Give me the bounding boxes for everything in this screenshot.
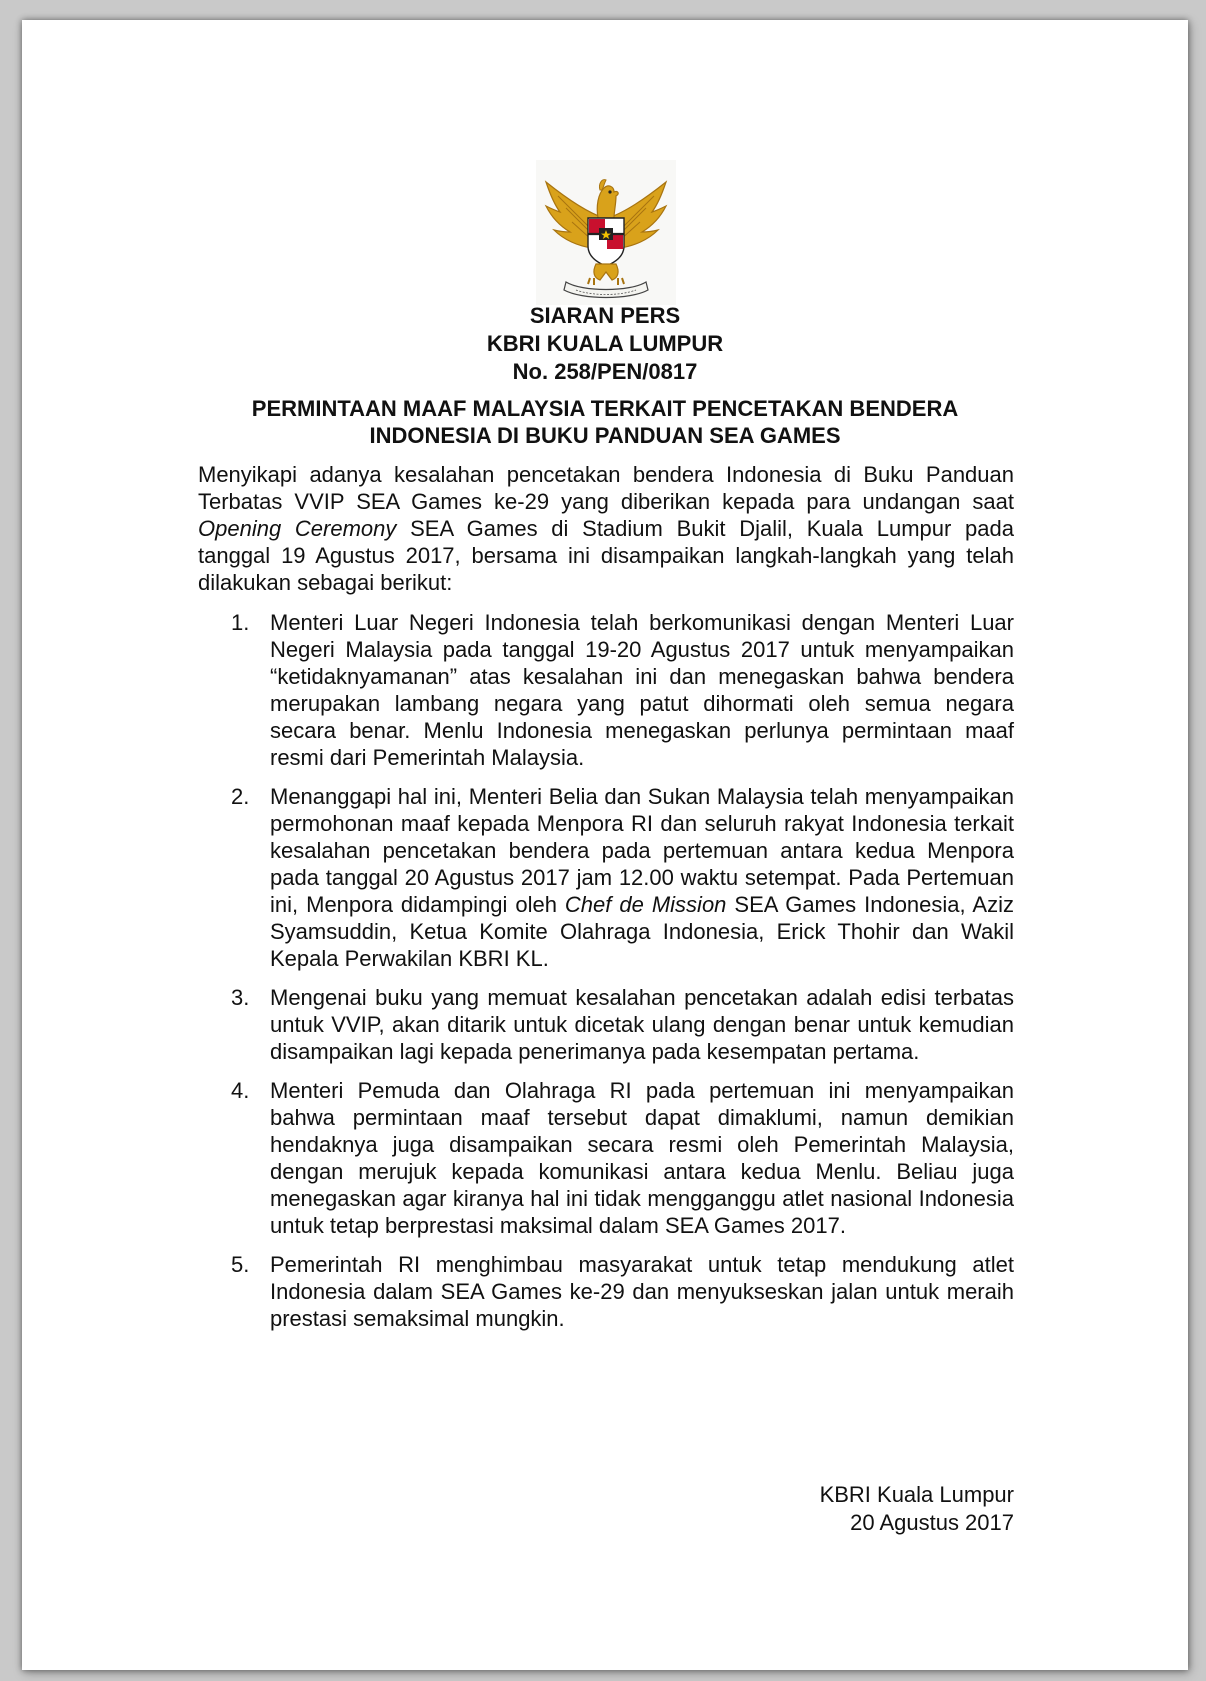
- list-item: [198, 1251, 1014, 1332]
- list-item: [198, 609, 1014, 771]
- header-line-3: No. 258/PEN/0817: [512, 359, 698, 384]
- garuda-emblem-icon: [536, 160, 676, 305]
- list-item: [198, 783, 1014, 972]
- signature-block: [820, 1481, 1014, 1537]
- action-points-list: [198, 609, 1014, 1344]
- list-item-text: [270, 783, 1014, 972]
- list-item: [198, 1077, 1014, 1239]
- list-item-text-start: Menanggapi hal ini, Menteri Belia dan Sukan Malaysia telah menyampaikan permohonan maaf kepada Menpora RI dan seluruh rakyat Indonesia terkait kesalahan pencetakan bendera pada pertemuan antara kedua Menpora pada tanggal 20 Agustus 2017 jam 12.00 waktu setempat. Pada Pertemuan ini, Menpora didampingi oleh: [270, 784, 1014, 917]
- intro-text-start: Menyikapi adanya kesalahan pencetakan bendera Indonesia di Buku Panduan Terbatas VVIP SEA Games ke-29 yang diberikan kepada para undangan saat: [198, 462, 1014, 514]
- header-line-1: SIARAN PERS: [529, 303, 681, 328]
- title-line-2: INDONESIA DI BUKU PANDUAN SEA GAMES: [369, 423, 841, 448]
- intro-paragraph: [198, 461, 1014, 596]
- list-item-text: Menteri Luar Negeri Indonesia telah berkomunikasi dengan Menteri Luar Negeri Malaysia pada tanggal 19-20 Agustus 2017 untuk menyampaikan “ketidaknyamanan” atas kesalahan ini dan menegaskan bahwa bendera merupakan lambang negara yang patut dihormati oleh semua negara secara benar. Menlu Indonesia menegaskan perlunya permintaan maaf resmi dari Pemerintah Malaysia.: [270, 610, 1014, 770]
- intro-text-italic: Opening Ceremony: [198, 516, 397, 541]
- list-item-text: Mengenai buku yang memuat kesalahan pencetakan adalah edisi terbatas untuk VVIP, akan ditarik untuk dicetak ulang dengan benar untuk kemudian disampaikan lagi kepada penerimanya pada kesempatan pertama.: [270, 985, 1014, 1064]
- press-release-title: [22, 395, 1188, 449]
- signature-org: KBRI Kuala Lumpur: [819, 1482, 1014, 1507]
- press-release-header: [22, 302, 1188, 386]
- list-item-number: 5.: [231, 1252, 250, 1277]
- list-item-number: 2.: [231, 784, 250, 809]
- list-item: [198, 984, 1014, 1065]
- header-line-2: KBRI KUALA LUMPUR: [486, 331, 724, 356]
- list-item-text: Pemerintah RI menghimbau masyarakat untuk tetap mendukung atlet Indonesia dalam SEA Games ke-29 dan menyukseskan jalan untuk meraih prestasi semaksimal mungkin.: [270, 1252, 1014, 1331]
- intro-text-end: SEA Games di Stadium Bukit Djalil, Kuala Lumpur pada tanggal 19 Agustus 2017, bersama ini disampaikan langkah-langkah yang telah dilakukan sebagai berikut:: [198, 516, 1014, 595]
- list-item-number: 4.: [231, 1078, 250, 1103]
- list-item-text-italic: Chef de Mission: [564, 892, 727, 917]
- list-item-text-end: SEA Games Indonesia, Aziz Syamsuddin, Ketua Komite Olahraga Indonesia, Erick Thohir dan Wakil Kepala Perwakilan KBRI KL.: [270, 892, 1014, 971]
- list-item-number: 1.: [231, 610, 250, 635]
- title-line-1: PERMINTAAN MAAF MALAYSIA TERKAIT PENCETAKAN BENDERA: [251, 396, 959, 421]
- signature-date: 20 Agustus 2017: [850, 1510, 1014, 1535]
- press-release-page: [22, 20, 1188, 1670]
- list-item-number: 3.: [231, 985, 250, 1010]
- list-item-text: Menteri Pemuda dan Olahraga RI pada pertemuan ini menyampaikan bahwa permintaan maaf tersebut dapat dimaklumi, namun demikian hendaknya juga disampaikan secara resmi oleh Pemerintah Malaysia, dengan merujuk kepada komunikasi antara kedua Menlu. Beliau juga menegaskan agar kiranya hal ini tidak mengganggu atlet nasional Indonesia untuk tetap berprestasi maksimal dalam SEA Games 2017.: [270, 1078, 1014, 1238]
